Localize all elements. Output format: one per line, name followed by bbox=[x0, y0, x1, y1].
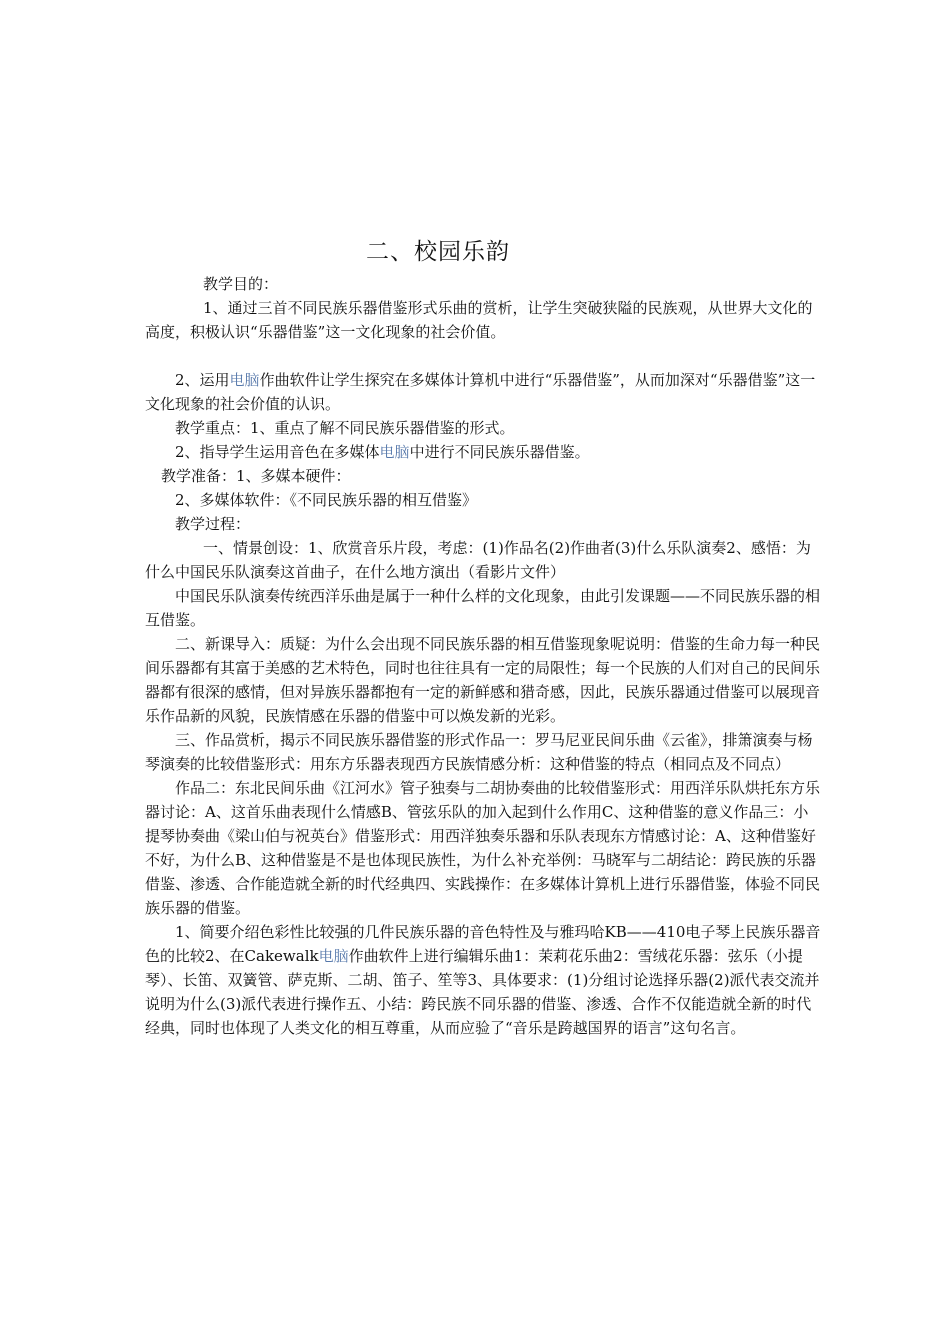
step-4-link-computer[interactable]: 电脑 bbox=[318, 947, 349, 965]
goal-2-paragraph bbox=[145, 368, 821, 416]
goal-heading: 教学目的： bbox=[203, 275, 279, 293]
step-4-text-b: 作曲软件上进行编辑乐曲1：茉莉花乐曲2：雪绒花乐器：弦乐（小提琴）、长笛、双簧管、萨克斯、二胡、笛子、笙等3、具体要求：(1)分组讨论选择乐器(2)派代表交流并说明为什么(3)派代表进行操作五、小结：跨民族不同乐器的借鉴、渗透、合作不仅能造就全新的时代经典，同时也体现了人类文化的相互尊重，从而应验了“音乐是跨越国界的语言”这句名言。 bbox=[145, 947, 820, 1037]
step-4-paragraph bbox=[145, 920, 821, 1040]
page-title: 二、校园乐韵 bbox=[366, 239, 510, 265]
goal-2-text-b: 作曲软件让学生探究在多媒体计算机中进行“乐器借鉴”，从而加深对“乐器借鉴”这一文化现象的社会价值的认识。 bbox=[145, 371, 816, 413]
focus-2-text-a: 2、指导学生运用音色在多媒体 bbox=[175, 443, 380, 461]
step-3b-paragraph: 作品二：东北民间乐曲《江河水》管子独奏与二胡协奏曲的比较借鉴形式：用西洋乐队烘托东方乐器讨论：A、这首乐曲表现什么情感B、管弦乐队的加入起到什么作用C、这种借鉴的意义作品三：小提琴协奏曲《梁山伯与祝英台》借鉴形式：用西洋独奏乐器和乐队表现东方情感讨论：A、这种借鉴好不好，为什么B、这种借鉴是不是也体现民族性，为什么补充举例：马晓军与二胡结论：跨民族的乐器借鉴、渗透、合作能造就全新的时代经典四、实践操作：在多媒体计算机上进行乐器借鉴，体验不同民族乐器的借鉴。 bbox=[145, 779, 821, 917]
focus-2-link-computer[interactable]: 电脑 bbox=[379, 443, 410, 461]
focus-2-text-b: 中进行不同民族乐器借鉴。 bbox=[409, 443, 590, 461]
step-1-paragraph: 一、情景创设：1、欣赏音乐片段，考虑：(1)作品名(2)作曲者(3)什么乐队演奏2、感悟：为什么中国民乐队演奏这首曲子，在什么地方演出（看影片文件） bbox=[145, 539, 811, 581]
step-3-paragraph: 三、作品赏析，揭示不同民族乐器借鉴的形式作品一：罗马尼亚民间乐曲《云雀》，排箫演奏与杨琴演奏的比较借鉴形式：用东方乐器表现西方民族情感分析：这种借鉴的特点（相同点及不同点） bbox=[145, 731, 813, 773]
step-1b-paragraph: 中国民乐队演奏传统西洋乐曲是属于一种什么样的文化现象，由此引发课题——不同民族乐器的相互借鉴。 bbox=[145, 587, 821, 629]
blank-line bbox=[145, 344, 821, 368]
prep-1-paragraph: 教学准备：1、多媒本硬件： bbox=[161, 467, 351, 485]
step-4-text-a: 1、简要介绍色彩性比较强的几件民族乐器的音色特性及与雅玛哈KB——410电子琴上民族乐器音色的比较2、在Cakewalk bbox=[145, 923, 821, 965]
process-heading: 教学过程： bbox=[175, 515, 251, 533]
prep-2-paragraph: 2、多媒体软件：《不同民族乐器的相互借鉴》 bbox=[175, 491, 478, 509]
step-2-paragraph: 二、新课导入：质疑：为什么会出现不同民族乐器的相互借鉴现象呢说明：借鉴的生命力每一种民间乐器都有其富于美感的艺术特色，同时也往往具有一定的局限性；每一个民族的人们对自己的民间乐器都有很深的感情，但对异族乐器都抱有一定的新鲜感和猎奇感，因此，民族乐器通过借鉴可以展现音乐作品新的风貌，民族情感在乐器的借鉴中可以焕发新的光彩。 bbox=[145, 635, 821, 725]
focus-1-paragraph: 教学重点：1、重点了解不同民族乐器借鉴的形式。 bbox=[175, 419, 515, 437]
goal-2-link-computer[interactable]: 电脑 bbox=[229, 371, 260, 389]
goal-1-paragraph: 1、通过三首不同民族乐器借鉴形式乐曲的赏析，让学生突破狭隘的民族观，从世界大文化的高度，积极认识“乐器借鉴”这一文化现象的社会价值。 bbox=[145, 299, 813, 341]
focus-2-paragraph bbox=[145, 440, 821, 464]
document-body bbox=[145, 272, 821, 1040]
goal-2-text-a: 2、运用 bbox=[175, 371, 230, 389]
